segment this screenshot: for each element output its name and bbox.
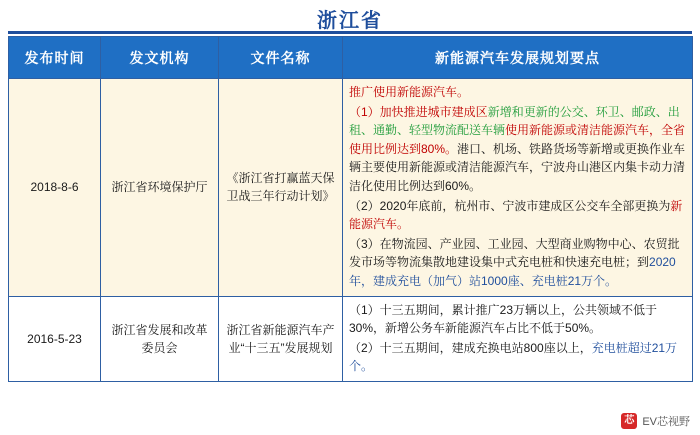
- points-paragraph: [349, 339, 686, 376]
- points-paragraph: [349, 83, 686, 102]
- column-header-points: 新能源汽车发展规划要点: [343, 37, 693, 79]
- credit-logo-icon: 芯: [621, 413, 637, 429]
- points-segment: 港口、机场、铁路货场等新增或更换作业车辆主要使用新能源或清洁能源汽车，宁波舟山港区内集卡动力清洁化使用比例达到60%。: [349, 141, 686, 193]
- cell-date: 2016-5-23: [9, 296, 101, 381]
- points-segment: （2）十三五期间，建成充换电站800座以上，: [349, 340, 592, 355]
- column-header-organization: 发文机构: [101, 37, 219, 79]
- cell-points: [343, 296, 693, 381]
- table-header-row: [9, 37, 693, 79]
- title-underline: [8, 31, 692, 34]
- cell-points: [343, 79, 693, 297]
- page-title: 浙江省: [317, 9, 383, 32]
- points-segment: 新能源汽车。: [349, 198, 683, 232]
- cell-organization: 浙江省发展和改革委员会: [101, 296, 219, 381]
- table-row: [9, 296, 693, 381]
- points-segment: （2）2020年底前，杭州市、宁波市建成区公交车全部更换为: [349, 198, 671, 213]
- policy-table: [8, 36, 693, 382]
- table-body: [9, 79, 693, 382]
- document-title-bar: [0, 0, 700, 36]
- cell-filename: 浙江省新能源汽车产业“十三五”发展规划: [219, 296, 343, 381]
- points-segment: （3）在物流园、产业园、工业园、大型商业购物中心、农贸批发市场等物流集散地建设集中式充电桩和快速充电桩；到: [349, 236, 680, 270]
- cell-organization: 浙江省环境保护厅: [101, 79, 219, 297]
- points-segment: 推广使用新能源汽车。: [349, 85, 470, 99]
- points-segment: 充电桩超过21万个。: [349, 340, 678, 374]
- cell-filename: 《浙江省打赢蓝天保卫战三年行动计划》: [219, 79, 343, 297]
- credit-watermark: [621, 413, 690, 429]
- points-paragraph: [349, 103, 686, 196]
- points-paragraph: [349, 197, 686, 234]
- table-header: [9, 37, 693, 79]
- points-segment: 2020年，建成充电（加气）站1000座、充电桩21万个。: [349, 255, 676, 288]
- column-header-filename: 文件名称: [219, 37, 343, 79]
- points-paragraph: [349, 235, 686, 291]
- table-row: [9, 79, 693, 297]
- column-header-date: 发布时间: [9, 37, 101, 79]
- points-segment: 新增和更新的公交、环卫、邮政、出租、通勤、轻型物流配送车辆: [349, 104, 680, 138]
- points-segment: （1）十三五期间，累计推广23万辆以上，公共领域不低于30%，新增公务车新能源汽车占比不低于50%。: [349, 302, 658, 336]
- cell-date: 2018-8-6: [9, 79, 101, 297]
- points-segment: 使用新能源或清洁能源汽车，全省使用比例达到80%。: [349, 123, 686, 156]
- credit-text: EV芯视野: [642, 416, 690, 428]
- points-segment: （1）加快推进城市建成区: [349, 104, 488, 119]
- points-paragraph: [349, 301, 686, 338]
